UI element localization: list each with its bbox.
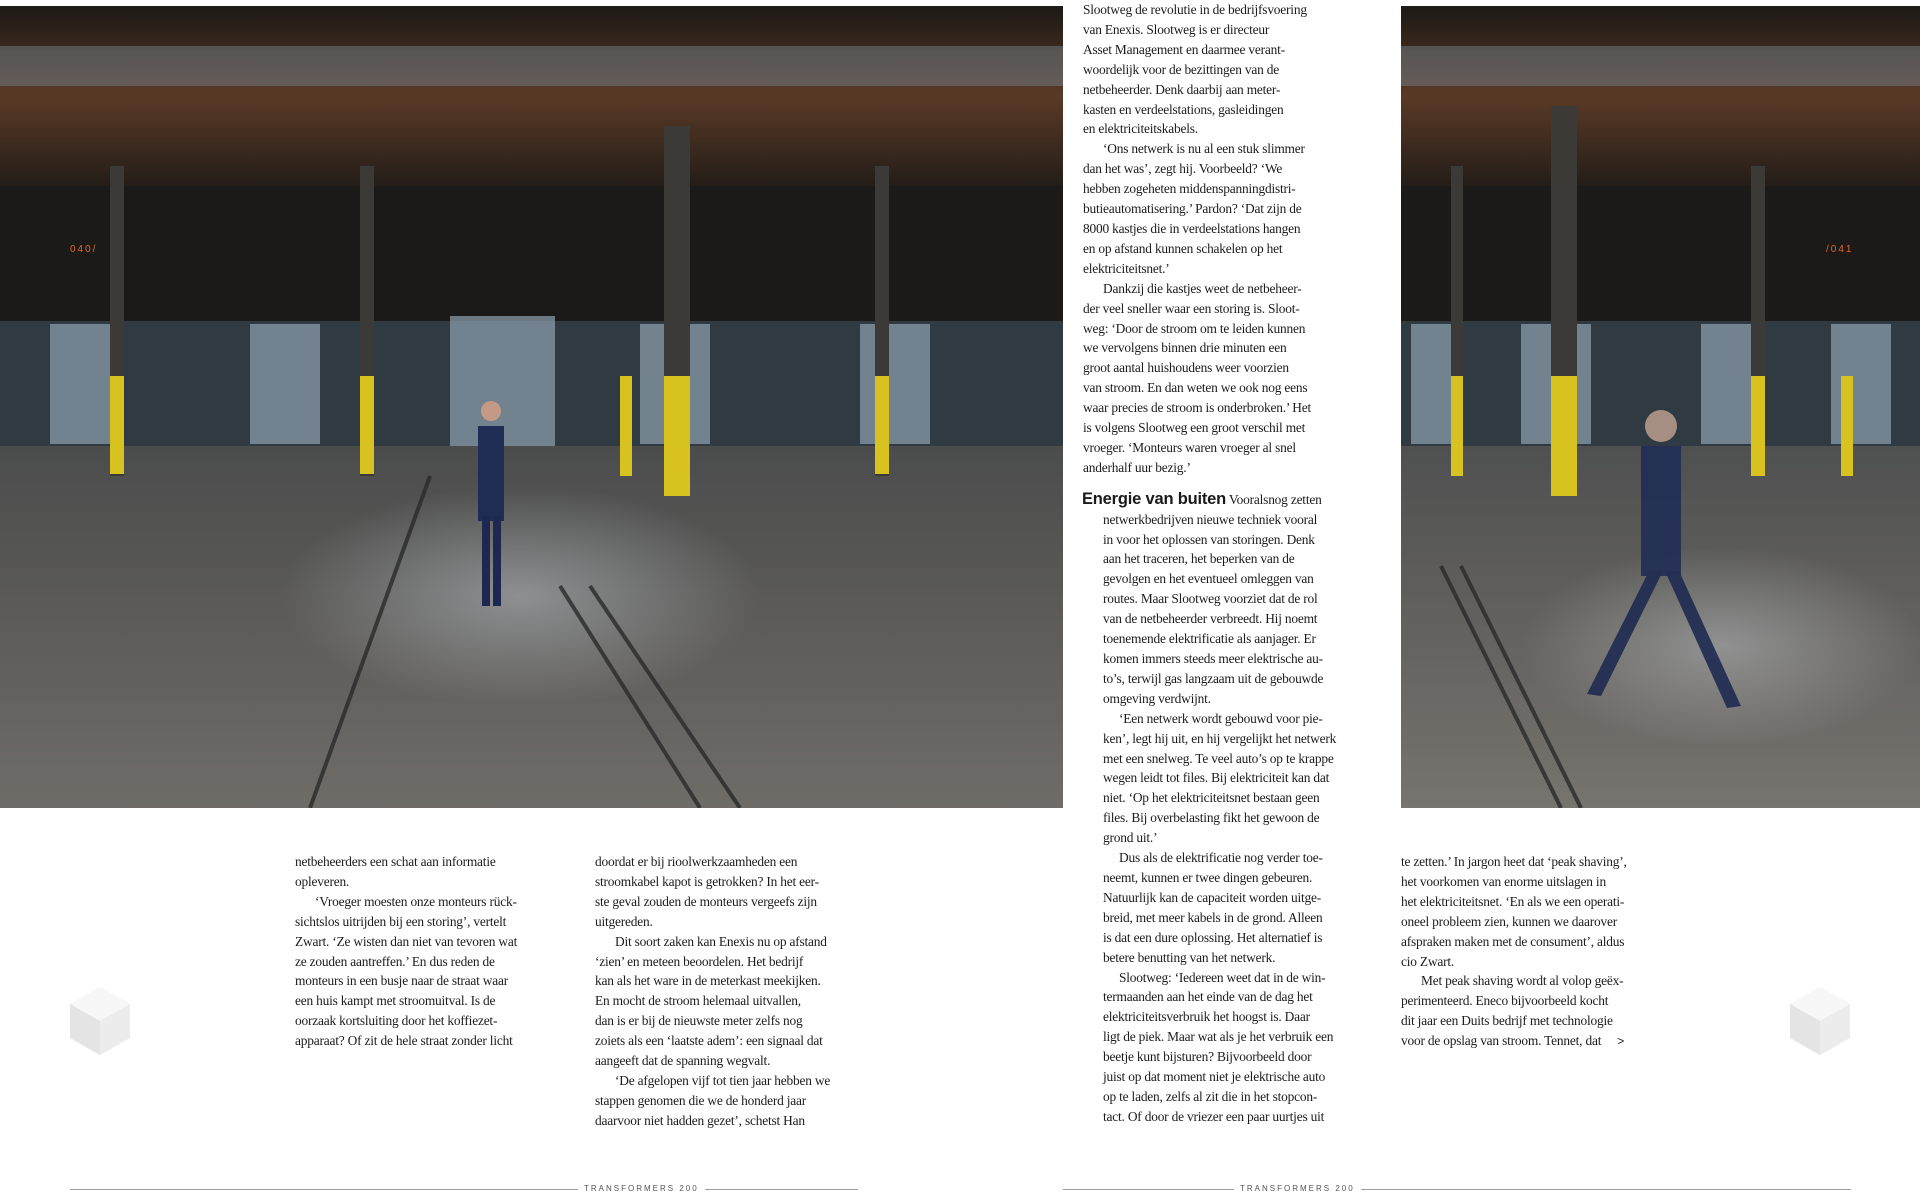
text-line: een huis kampt met stroomuitval. Is de [295, 993, 496, 1009]
article-column-middle [1083, 0, 1368, 1127]
text-line-last [1401, 1031, 1671, 1052]
text-line: op te laden, zelfs al zit die in het stopcon- [1103, 1088, 1318, 1104]
text-line: sichtslos uitrijden bij een storing’, vertelt [295, 913, 507, 929]
warehouse-scene-left [0, 6, 1063, 808]
text-line: neemt, kunnen er twee dingen gebeuren. [1103, 869, 1313, 885]
text-line: ken’, legt hij uit, en hij vergelijkt het netwerk [1103, 730, 1337, 746]
text-line: ‘Ons netwerk is nu al een stuk slimmer [1103, 141, 1305, 157]
text-line: Natuurlijk kan de capaciteit worden uitge- [1103, 889, 1322, 905]
text-line: ste geval zouden de monteurs vergeefs zijn [595, 893, 817, 909]
text-line: niet. ‘Op het elektriciteitsnet bestaan geen [1103, 790, 1320, 806]
folio-right: /041 [1826, 244, 1854, 255]
text-line: daarvoor niet hadden gezet’, schetst Han [595, 1112, 805, 1128]
text-line: van de netbeheerder verbreedt. Hij noemt [1103, 611, 1318, 627]
article-column-right [1401, 852, 1671, 1052]
text-line: Dus als de elektrificatie nog verder toe- [1119, 850, 1323, 866]
text-line: monteurs in een busje naar de straat waar [295, 973, 509, 989]
folio-left: 040/ [70, 244, 98, 255]
text-line: stappen genomen die we de honderd jaar [595, 1092, 807, 1108]
text-line: cio Zwart. [1401, 953, 1455, 969]
text-line: weg: ‘Door de stroom om te leiden kunnen [1083, 320, 1306, 336]
text-line: wegen leidt tot files. Bij elektriciteit kan dat [1103, 770, 1330, 786]
text-line: Zwart. ‘Ze wisten dan niet van tevoren wat [295, 933, 518, 949]
text-line: het elektriciteitsnet. ‘En als we een operati- [1401, 893, 1625, 909]
footer-label-right: TRANSFORMERS 200 [1234, 1184, 1361, 1193]
text-line: oorzaak kortsluiting door het koffiezet- [295, 1013, 498, 1029]
text-line: waar precies de stroom is onderbroken.’ Het [1083, 400, 1312, 416]
text-line: beetje kunt bijsturen? Bijvoorbeeld door [1103, 1049, 1312, 1065]
text-line: aan het traceren, het beperken van de [1103, 551, 1295, 567]
text-line: hebben zogeheten middenspanningdistri- [1083, 181, 1296, 197]
text-line: elektriciteitsverbruik het hoogst is. Daar [1103, 1009, 1310, 1025]
text-line: 8000 kastjes die in verdeelstations hangen [1083, 220, 1301, 236]
text-line: aangeeft dat de spanning wegvalt. [595, 1053, 771, 1069]
text-line: termaanden aan het einde van de dag het [1103, 989, 1313, 1005]
text-line: we vervolgens binnen drie minuten een [1083, 340, 1287, 356]
text-line: toenemende elektrificatie als aanjager. Er [1103, 631, 1316, 647]
text-line: ‘zien’ en meteen beoordelen. Het bedrijf [595, 953, 804, 969]
text-line: ligt de piek. Maar wat als je het verbruik een [1103, 1029, 1334, 1045]
text-line: Dit soort zaken kan Enexis nu op afstand [615, 933, 827, 949]
text-line: opleveren. [295, 873, 350, 889]
text-line: perimenteerd. Eneco bijvoorbeeld kocht [1401, 993, 1609, 1009]
text-line: ‘De afgelopen vijf tot tien jaar hebben we [615, 1072, 831, 1088]
text-line: En mocht de stroom helemaal uitvallen, [595, 993, 801, 1009]
warehouse-scene-right [1401, 6, 1920, 808]
subhead-paragraph [1082, 490, 1368, 510]
text-line: Slootweg: ‘Iedereen weet dat in de win- [1119, 969, 1326, 985]
footer-rule-left [70, 1189, 858, 1190]
text-line: woordelijk voor de bezittingen van de [1083, 61, 1280, 77]
text-line: afspraken maken met de consument’, aldus [1401, 933, 1625, 949]
text-line: met een snelweg. Te veel auto’s op te krappe [1103, 750, 1334, 766]
text-line: voor de opslag van stroom. Tennet, dat [1401, 1033, 1602, 1049]
text-line: in voor het oplossen van storingen. Denk [1103, 531, 1315, 547]
photo-right-man-walking [1401, 6, 1920, 808]
text-line: en op afstand kunnen schakelen op het [1083, 240, 1283, 256]
text-line: is volgens Slootweg een groot verschil met [1083, 420, 1306, 436]
text-line: zoiets als een ‘laatste adem’: een signaal dat [595, 1033, 823, 1049]
continue-arrow-icon: > [1617, 1034, 1625, 1049]
subhead-run-in-text: Vooralsnog zetten [1226, 491, 1322, 507]
text-line: breid, met meer kabels in de grond. Alleen [1103, 909, 1323, 925]
text-line: der veel sneller waar een storing is. Sloot- [1083, 300, 1300, 316]
article-column-a [295, 852, 570, 1051]
footer-rule-right [1063, 1189, 1851, 1190]
footer-label-left: TRANSFORMERS 200 [578, 1184, 705, 1193]
text-line: te zetten.’ In jargon heet dat ‘peak shaving’, [1401, 854, 1627, 869]
text-line: stroomkabel kapot is getrokken? In het eer- [595, 873, 819, 889]
text-line: Dankzij die kastjes weet de netbeheer- [1103, 280, 1302, 296]
text-line: Slootweg de revolutie in de bedrijfsvoering [1083, 2, 1307, 17]
text-line: van stroom. En dan weten we ook nog eens [1083, 380, 1308, 396]
text-line: elektriciteitsnet.’ [1083, 260, 1170, 276]
text-line: gevolgen en het eventueel omleggen van [1103, 571, 1314, 587]
text-line: dit jaar een Duits bedrijf met technologie [1401, 1013, 1613, 1029]
text-line: tact. Of door de vriezer een paar uurtjes uit [1103, 1108, 1325, 1124]
article-column-b [595, 852, 870, 1131]
text-line: is dat een dure oplossing. Het alternatief is [1103, 929, 1323, 945]
text-line: files. Bij overbelasting fikt het gewoon de [1103, 810, 1320, 826]
text-line: anderhalf uur bezig.’ [1083, 459, 1191, 475]
text-line: groot aantal huishoudens weer voorzien [1083, 360, 1289, 376]
text-line: doordat er bij rioolwerkzaamheden een [595, 854, 798, 869]
text-line: dan het was’, zegt hij. Voorbeeld? ‘We [1083, 161, 1283, 177]
text-line: apparaat? Of zit de hele straat zonder licht [295, 1033, 513, 1049]
text-line: oneel probleem zien, kunnen we daarover [1401, 913, 1618, 929]
text-line: Asset Management en daarmee verant- [1083, 41, 1285, 57]
text-line: kan als het ware in de meterkast meekijken. [595, 973, 821, 989]
text-line: omgeving verdwijnt. [1103, 690, 1211, 706]
text-line: netbeheerders een schat aan informatie [295, 854, 496, 869]
text-line: juist op dat moment niet je elektrische auto [1103, 1069, 1326, 1085]
text-line: ze zouden aantreffen.’ En dus reden de [295, 953, 495, 969]
text-line: butieautomatisering.’ Pardon? ‘Dat zijn de [1083, 201, 1302, 217]
photo-left-man-standing [0, 6, 1063, 808]
text-line: het voorkomen van enorme uitslagen in [1401, 873, 1606, 889]
text-line: vroeger. ‘Monteurs waren vroeger al snel [1083, 439, 1296, 455]
text-line: komen immers steeds meer elektrische au- [1103, 651, 1323, 666]
text-line: ‘Een netwerk wordt gebouwd voor pie- [1119, 710, 1323, 726]
text-line: dan is er bij de nieuwste meter zelfs nog [595, 1013, 803, 1029]
text-line: Met peak shaving wordt al volop geëx- [1421, 973, 1624, 989]
hexagon-cube-icon [1788, 985, 1852, 1057]
text-line: ‘Vroeger moesten onze monteurs rück- [315, 893, 517, 909]
text-line: uitgereden. [595, 913, 653, 929]
text-line: routes. Maar Slootweg voorziet dat de rol [1103, 591, 1318, 607]
text-line: kasten en verdeelstations, gasleidingen [1083, 101, 1284, 117]
text-line: van Enexis. Slootweg is er directeur [1083, 21, 1270, 37]
hexagon-cube-icon [68, 985, 132, 1057]
text-line: to’s, terwijl gas langzaam uit de gebouwde [1103, 670, 1324, 686]
text-line: en elektriciteitskabels. [1083, 121, 1198, 137]
text-line: netwerkbedrijven nieuwe techniek vooral [1103, 511, 1318, 527]
text-line: grond uit.’ [1103, 830, 1158, 846]
section-subhead: Energie van buiten [1082, 489, 1227, 508]
text-line: betere benutting van het netwerk. [1103, 949, 1276, 965]
text-line: netbeheerder. Denk daarbij aan meter- [1083, 81, 1281, 97]
